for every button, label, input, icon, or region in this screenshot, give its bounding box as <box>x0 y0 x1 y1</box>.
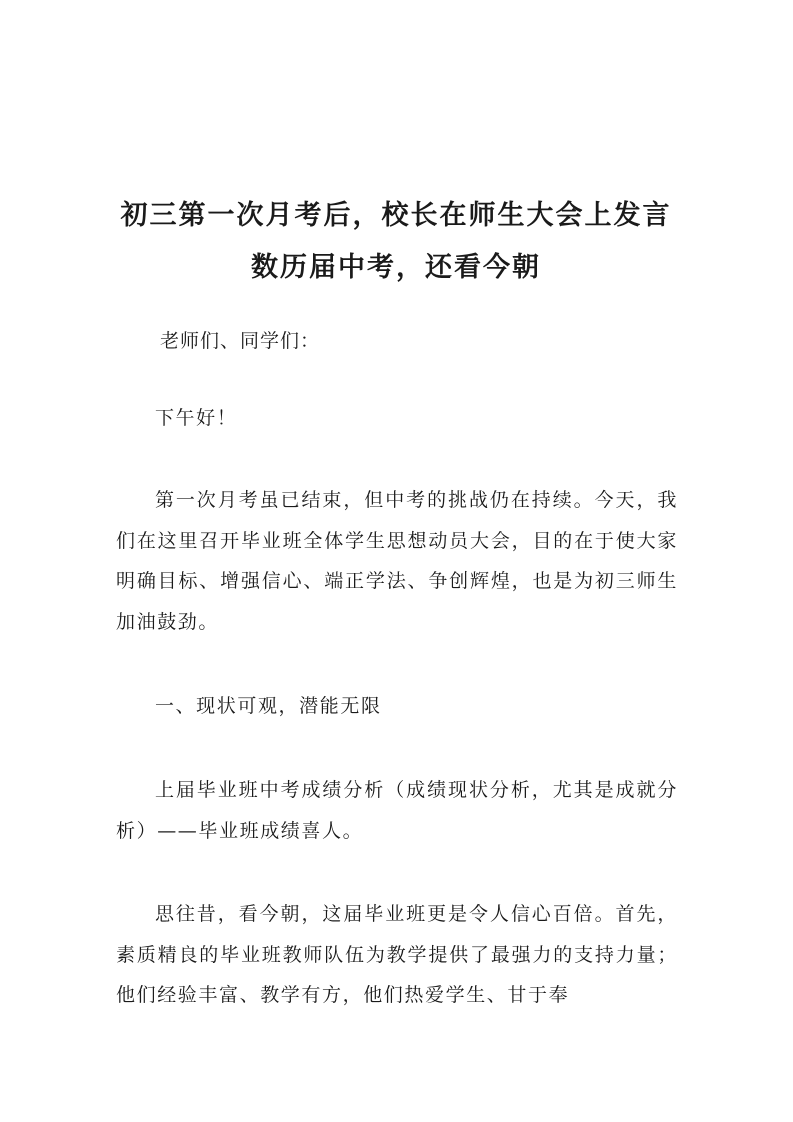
section-heading: 一、现状可观，潜能无限 <box>154 695 382 717</box>
salutation: 老师们、同学们： <box>160 330 321 352</box>
paragraph-teachers: 思往昔，看今朝，这届毕业班更是令人信心百倍。首先，素质精良的毕业班教师队伍为教学提供了最强力的支持力量；他们经验丰富、教学有方，他们热爱学生、甘于奉 <box>116 903 678 1006</box>
document-title-line-2: 数历届中考，还看今朝 <box>251 252 541 283</box>
paragraph-analysis: 上届毕业班中考成绩分析（成绩现状分析，尤其是成就分析）——毕业班成绩喜人。 <box>116 779 678 842</box>
greeting: 下午好！ <box>154 407 238 429</box>
paragraph-intro: 第一次月考虽已结束，但中考的挑战仍在持续。今天，我们在这里召开毕业班全体学生思想动员大会，目的在于使大家明确目标、增强信心、端正学法、争创辉煌，也是为初三师生加油鼓劲。 <box>116 489 678 633</box>
document-title-line-1: 初三第一次月考后，校长在师生大会上发言 <box>120 200 672 231</box>
